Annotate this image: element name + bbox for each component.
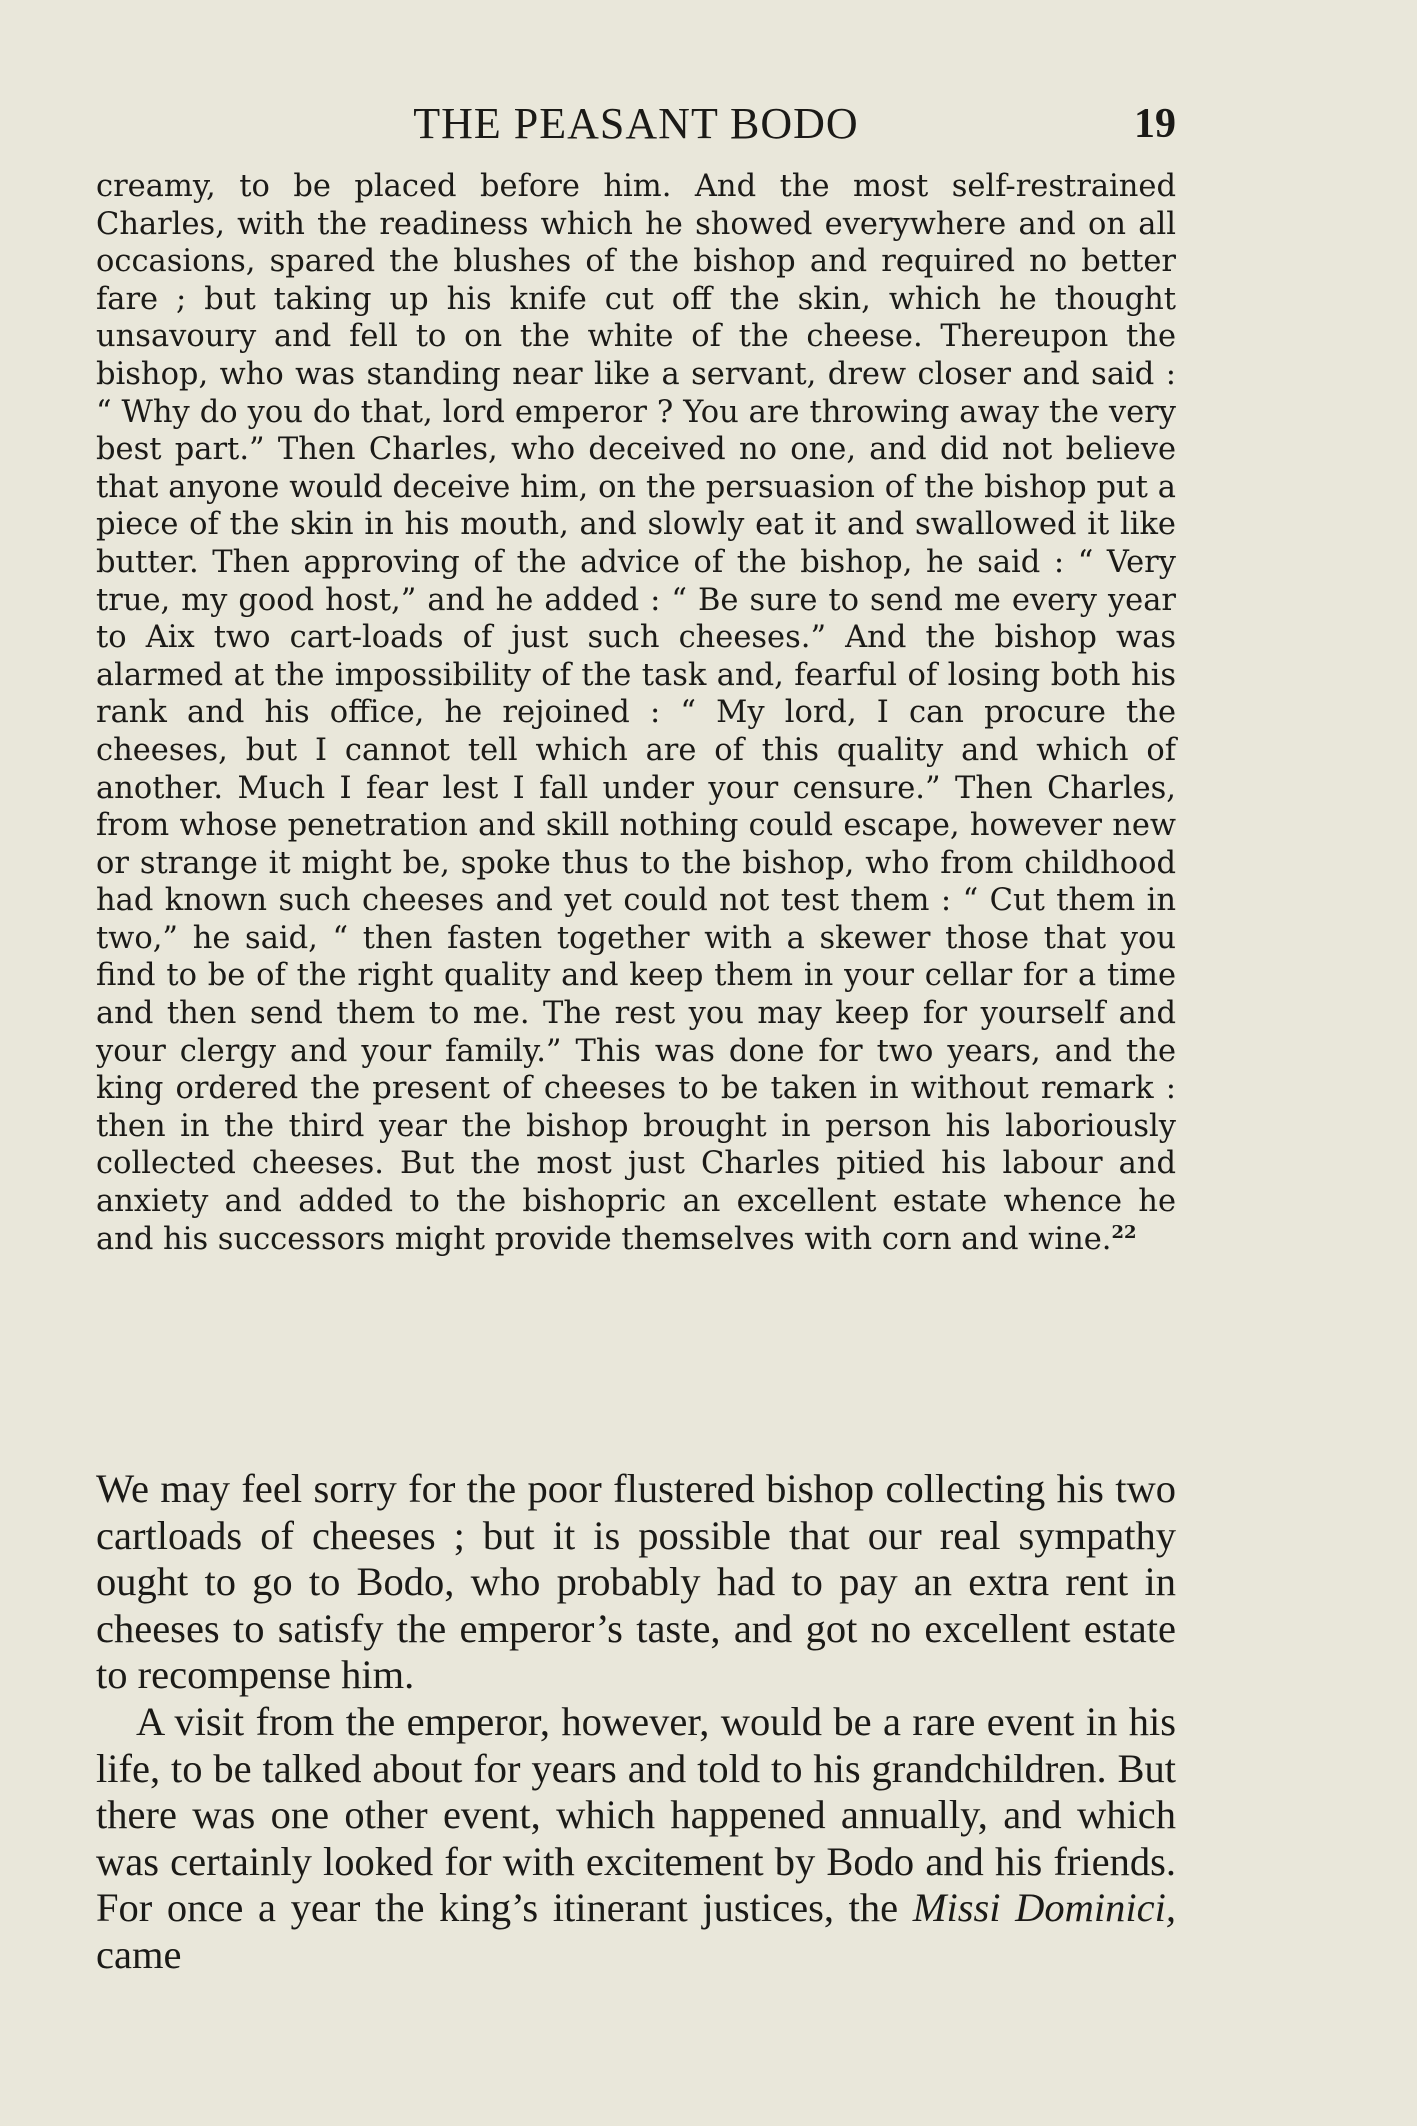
quoted-passage (96, 168, 1176, 1258)
running-title: THE PEASANT BODO (413, 99, 859, 148)
footnote-reference: 22 (1111, 1221, 1137, 1243)
page-number: 19 (1134, 101, 1176, 147)
paragraph-1: We may feel sorry for the poor flustered bishop collecting his two cartloads of cheeses ; but it is possible that our real sympathy ought to go to Bodo, who probably had to pay an extra rent in cheeses to satisfy the emperor’s taste, and got no excellent estate to recompense him. (96, 1466, 1176, 1698)
running-head (96, 96, 1176, 152)
paragraph-2 (96, 1699, 1176, 1979)
paragraph-2-start: A visit from the emperor, however, would be a rare event in his life, to be talked about for years and told to his grandchildren. But there was one other event, which happened annually, and which was certainly looked for with excitement by Bodo and his friends. For once a year the king’s itinerant justices, the (96, 1698, 1176, 1931)
missi-dominici-term: Missi Dominici, (912, 1885, 1176, 1931)
body-text (96, 1466, 1176, 1979)
paragraph-2-end: came (96, 1931, 182, 1977)
quoted-passage-text: creamy, to be placed before him. And the most self-restrained Charles, with the readiness which he showed everywhere and on all occasions, spared the blushes of the bishop and required no better fare ; but taking up his knife cut off the skin, which he thought unsavoury and fell to on the white of the cheese. Thereupon the bishop, who was standing near like a servant, drew closer and said : “ Why do you do that, lord emperor ? You are throwing away the very best part.” Then Charles, who deceived no one, and did not believe that anyone would deceive him, on the persuasion of the bishop put a piece of the skin in his mouth, and slowly eat it and swallowed it like butter. Then approving of the advice of the bishop, he said : “ Very true, my good host,” and he added : “ Be sure to send me every year to Aix two cart-loads of just such cheeses.” And the bishop was alarmed at the impossibility of the task and, fearful of losing both his rank and his office, he rejoined : “ My lord, I can procure the cheeses, but I cannot tell which are of this quality and which of another. Much I fear lest I fall under your censure.” Then Charles, from whose penetration and skill nothing could escape, however new or strange it might be, spoke thus to the bishop, who from childhood had known such cheeses and yet could not test them : “ Cut them in two,” he said, “ then fasten together with a skewer those that you find to be of the right quality and keep them in your cellar for a time and then send them to me. The rest you may keep for yourself and your clergy and your family.” This was done for two years, and the king ordered the present of cheeses to be taken in without remark : then in the third year the bishop brought in person his laboriously collected cheeses. But the most just Charles pitied his labour and anxiety and added to the bishopric an excellent estate whence he and his successors might provide themselves with corn and wine. (96, 169, 1176, 1257)
